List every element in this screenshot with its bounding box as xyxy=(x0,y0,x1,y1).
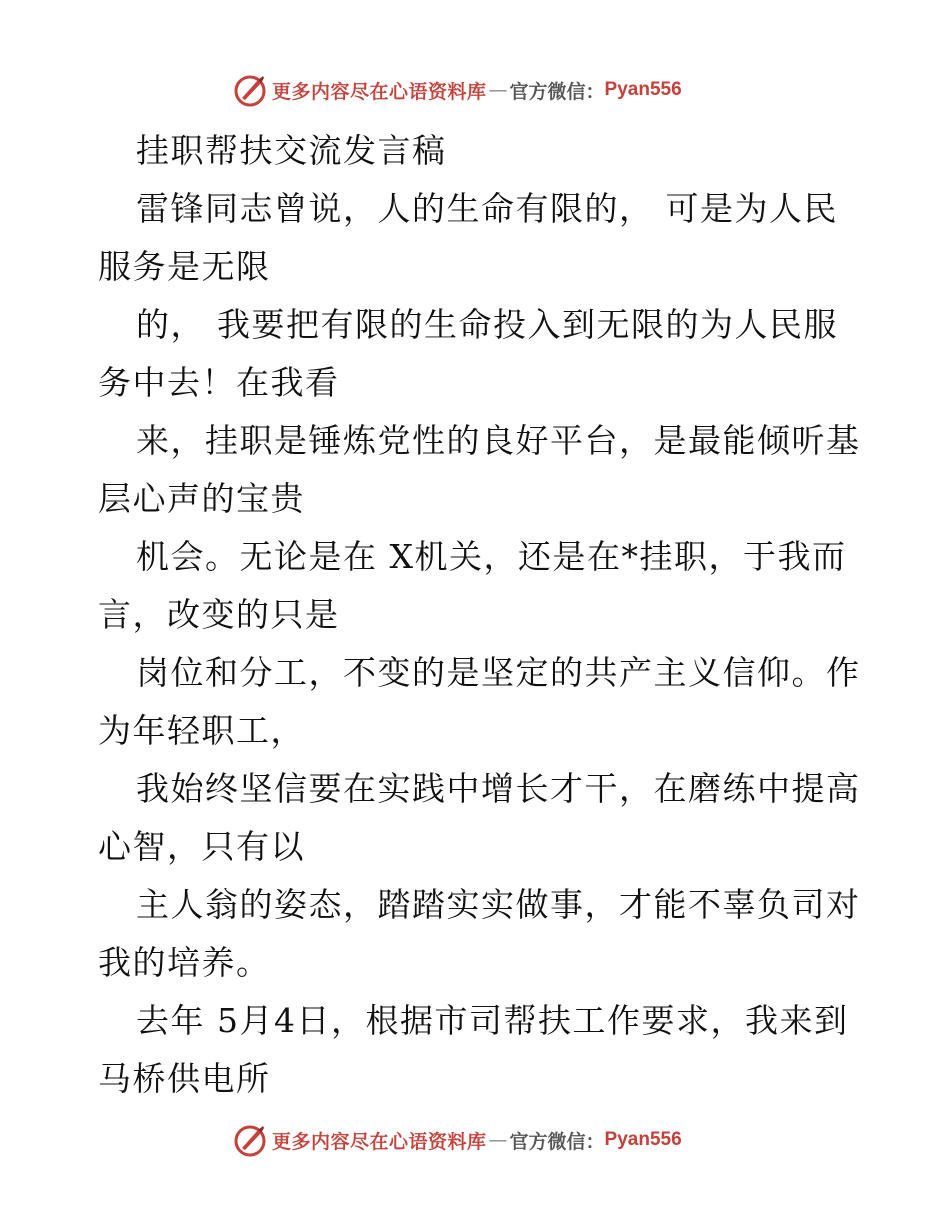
text-line: 岗位和分工，不变的是坚定的共产主义信仰。作 xyxy=(136,653,861,692)
text-line: 言，改变的只是 xyxy=(98,595,340,634)
footer-watermark-banner xyxy=(232,1120,682,1160)
banner-wechat-id: Pyan556 xyxy=(604,79,682,100)
quill-logo-icon xyxy=(232,72,268,108)
text-line: 心智，只有以 xyxy=(98,827,305,866)
quill-logo-icon xyxy=(232,1122,268,1158)
banner-wechat-label: 官方微信： xyxy=(509,80,605,103)
document-paragraphs xyxy=(98,180,861,1108)
text-line: 层心声的宝贵 xyxy=(98,479,305,518)
text-line: 去年 5月4日，根据市司帮扶工作要求，我来到 xyxy=(136,1001,849,1040)
banner-wechat-id: Pyan556 xyxy=(604,1129,682,1150)
document-title: 挂职帮扶交流发言稿 xyxy=(136,131,447,170)
banner-main-text: 更多内容尽在心语资料库 xyxy=(272,1130,487,1153)
text-line: 服务是无限 xyxy=(98,247,271,286)
banner-separator: — xyxy=(488,79,508,101)
text-line: 为年轻职工， xyxy=(98,711,305,750)
text-line: 马桥供电所 xyxy=(98,1059,271,1098)
text-line: 的， 我要把有限的生命投入到无限的为人民服 xyxy=(136,305,838,344)
header-watermark-banner xyxy=(232,70,682,110)
banner-wechat-label: 官方微信： xyxy=(509,1130,605,1153)
text-line: 我始终坚信要在实践中增长才干，在磨练中提高 xyxy=(136,769,861,808)
banner-separator: — xyxy=(488,1129,508,1151)
text-line: 来，挂职是锤炼党性的良好平台，是最能倾听基 xyxy=(136,421,861,460)
text-line: 主人翁的姿态，踏踏实实做事，才能不辜负司对 xyxy=(136,885,861,924)
text-line: 机会。无论是在 X机关，还是在*挂职，于我而 xyxy=(136,537,847,576)
text-line: 雷锋同志曾说，人的生命有限的， 可是为人民 xyxy=(136,189,838,228)
text-line: 务中去！在我看 xyxy=(98,363,340,402)
text-line: 我的培养。 xyxy=(98,943,271,982)
banner-main-text: 更多内容尽在心语资料库 xyxy=(272,80,487,103)
document-body xyxy=(98,122,861,1108)
